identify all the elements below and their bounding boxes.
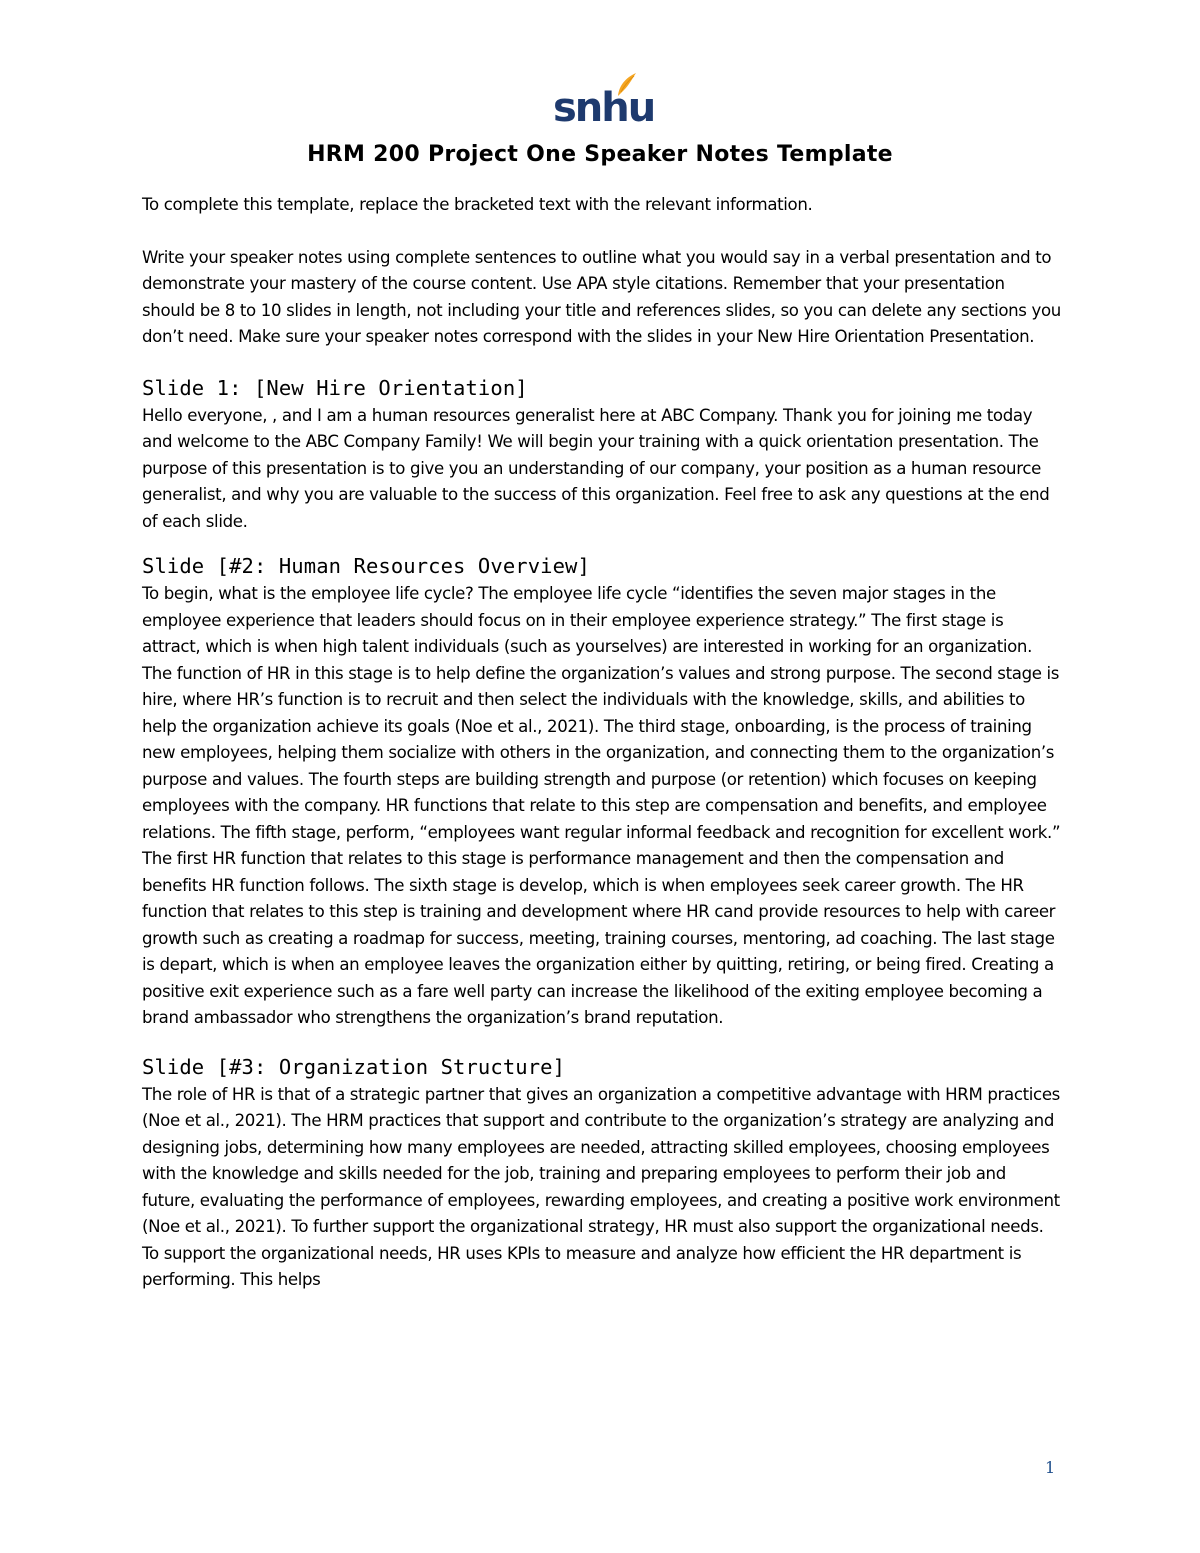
slide-heading: Slide [#2: Human Resources Overview] bbox=[142, 554, 590, 578]
slide-notes: To begin, what is the employee life cycle? The employee life cycle “identifies the seven major stages in the employee experience that leaders should focus on in their employee experience strategy.” The first stage is attract, which is when high talent individuals (such as yourselves) are interested in working for an organization. The function of HR in this stage is to help define the organization’s values and strong purpose. The second stage is hire, where HR’s function is to recruit and then select the individuals with the knowledge, skills, and abilities to help the organization achieve its goals (Noe et al., 2021). The third stage, onboarding, is the process of training new employees, helping them socialize with others in the organization, and connecting them to the organization’s purpose and values. The fourth steps are building strength and purpose (or retention) which focuses on keeping employees with the company. HR functions that relate to this step are compensation and benefits, and employee relations. The fifth stage, perform, “employees want regular informal feedback and recognition for excellent work.” The first HR function that relates to this stage is performance management and then the compensation and benefits HR function follows. The sixth stage is develop, which is when employees seek career growth. The HR function that relates to this step is training and development where HR cand provide resources to help with career growth such as creating a roadmap for success, meeting, training courses, mentoring, ad coaching. The last stage is depart, which is when an employee leaves the organization either by quitting, retiring, or being fired. Creating a positive exit experience such as a fare well party can increase the likelihood of the exiting employee becoming a brand ambassador who strengthens the organization’s brand reputation. bbox=[142, 584, 1061, 1027]
document-title: HRM 200 Project One Speaker Notes Template bbox=[307, 142, 893, 167]
instructions-paragraph: Write your speaker notes using complete sentences to outline what you would say in a verbal presentation and to demonstrate your mastery of the course content. Use APA style citations. Remember that your presentation should be 8 to 10 slides in length, not including your title and references slides, so you can delete any sections you don’t need. Make sure your speaker notes correspond with the slides in your New Hire Orientation Presentation. bbox=[142, 247, 1061, 346]
page-number: 1 bbox=[1045, 1458, 1056, 1477]
document-body bbox=[142, 192, 1062, 1294]
slide-notes: Hello everyone, , and I am a human resources generalist here at ABC Company. Thank you for joining me today and welcome to the ABC Company Family! We will begin your training with a quick orientation presentation. The purpose of this presentation is to give you an understanding of our company, your position as a human resource generalist, and why you are valuable to the success of this organization. Feel free to ask any questions at the end of each slide. bbox=[142, 405, 1050, 531]
instructions-paragraph: To complete this template, replace the bracketed text with the relevant information. bbox=[142, 195, 813, 214]
logo-wordmark: snhu bbox=[553, 85, 655, 131]
slide-heading: Slide [#3: Organization Structure] bbox=[142, 1054, 566, 1079]
slide-notes: The role of HR is that of a strategic partner that gives an organization a competitive advantage with HRM practices (Noe et al., 2021). The HRM practices that support and contribute to the organization’s strategy are analyzing and designing jobs, determining how many employees are needed, attracting skilled employees, choosing employees with the knowledge and skills needed for the job, training and preparing employees to perform their job and future, evaluating the performance of employees, rewarding employees, and creating a positive work environment (Noe et al., 2021). To further support the organizational strategy, HR must also support the organizational needs. To support the organizational needs, HR uses KPIs to measure and analyze how efficient the HR department is performing. This helps bbox=[142, 1084, 1060, 1289]
flame-leaf-icon bbox=[615, 72, 637, 98]
snhu-logo bbox=[553, 72, 655, 132]
slide-heading: Slide 1: [New Hire Orientation] bbox=[142, 375, 528, 400]
